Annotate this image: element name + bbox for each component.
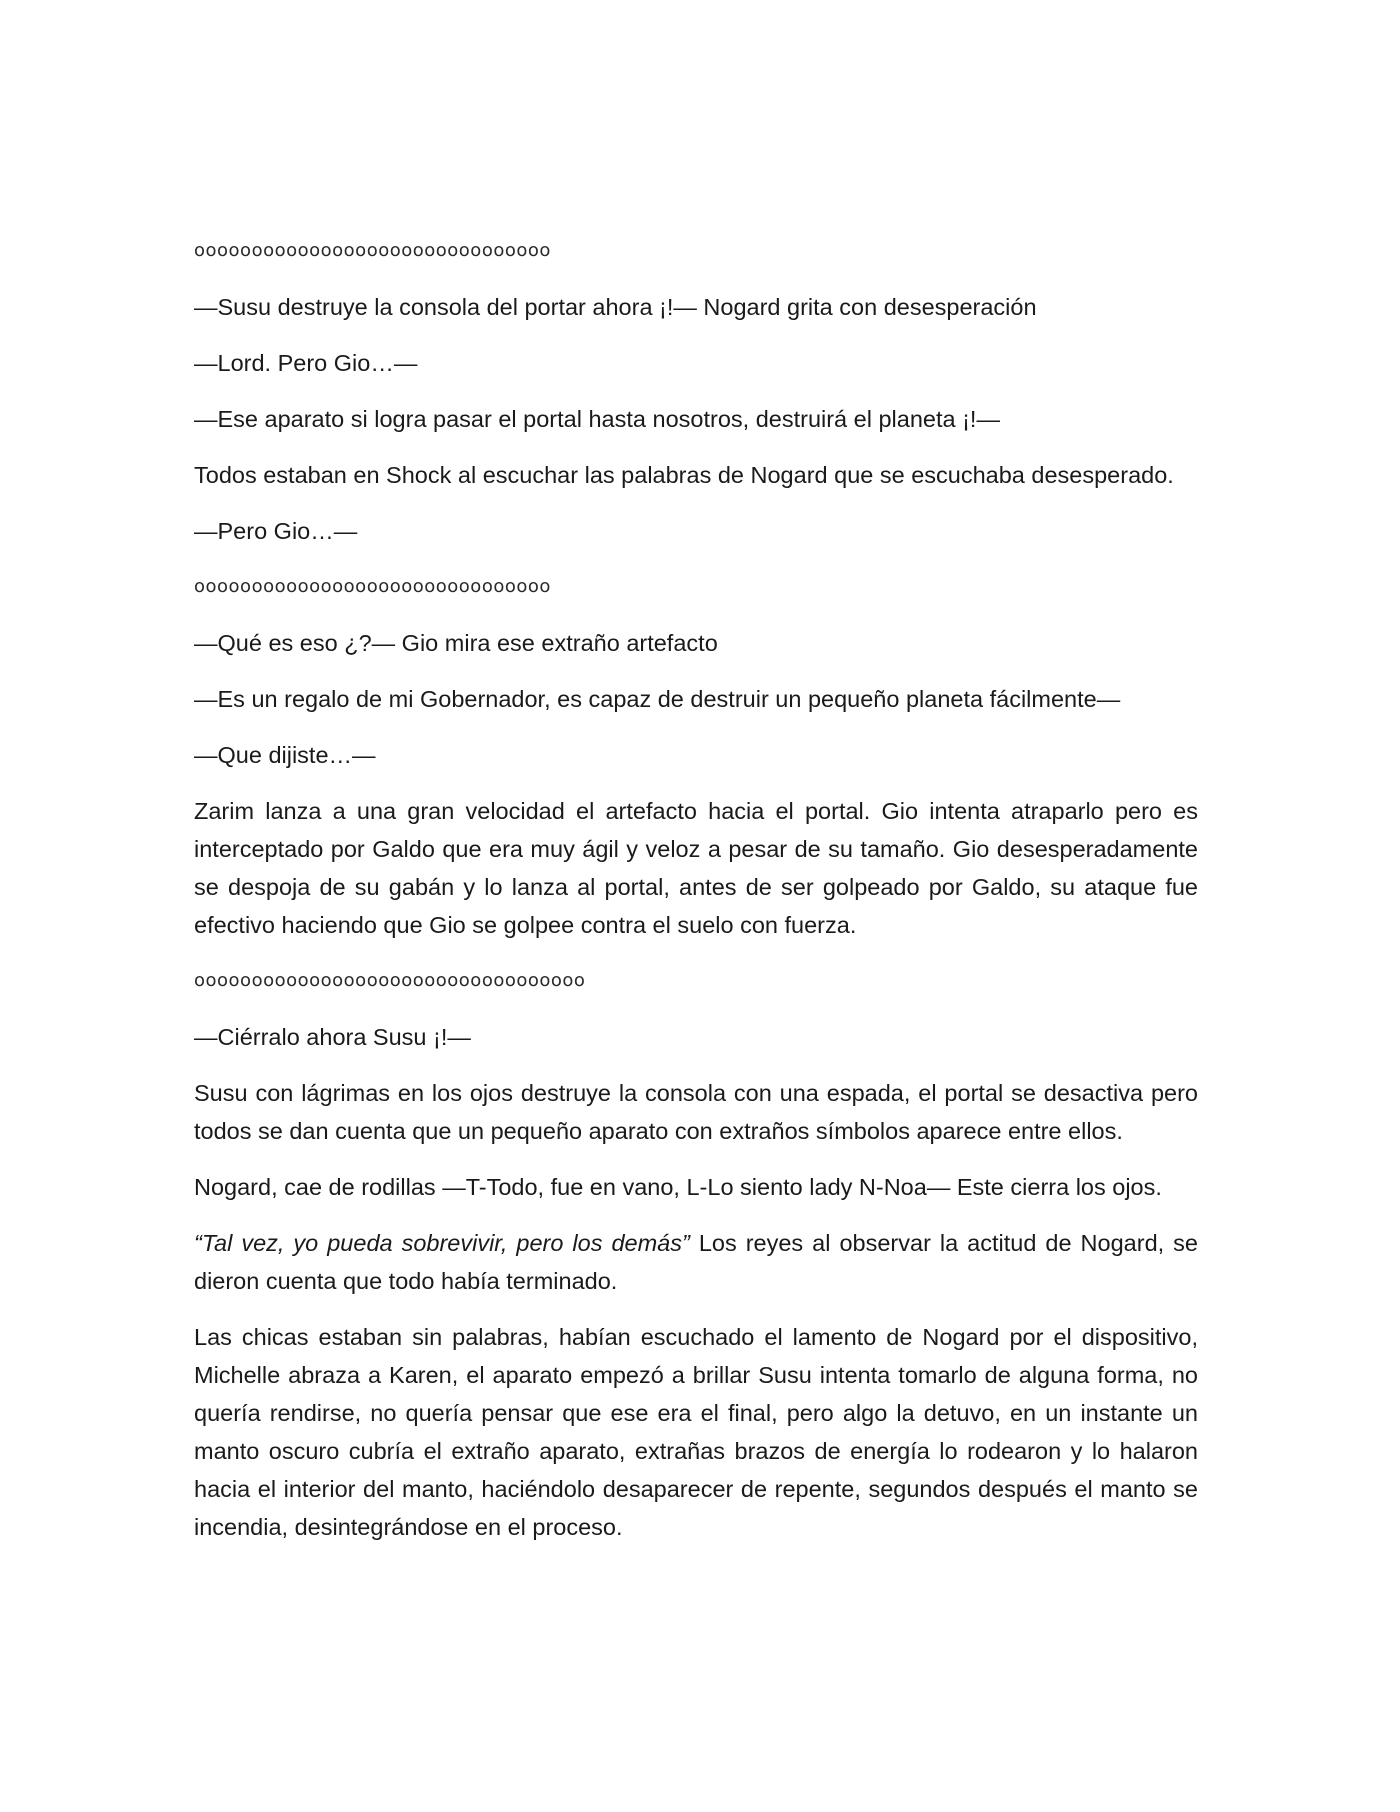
narration-paragraph: Las chicas estaban sin palabras, habían escuchado el lamento de Nogard por el dispositivo, Michelle abraza a Karen, el aparato empezó a brillar Susu intenta tomarlo de alguna forma, no quería rendirse, no quería pensar que ese era el final, pero algo la detuvo, en un instante un manto oscuro cubría el extraño aparato, extrañas brazos de energía lo rodearon y lo halaron hacia el interior del manto, haciéndolo desaparecer de repente, segundos después el manto se incendia, desintegrándose en el proceso. — [194, 1324, 1198, 1540]
dialogue-line: —Susu destruye la consola del portar ahora ¡!— Nogard grita con desesperación — [194, 294, 1037, 320]
narration-paragraph — [194, 1224, 1198, 1300]
section-separator: ooooooooooooooooooooooooooooooo — [194, 240, 551, 261]
narration-paragraph: Susu con lágrimas en los ojos destruye la consola con una espada, el portal se desactiva pero todos se dan cuenta que un pequeño aparato con extraños símbolos aparece entre ellos. — [194, 1080, 1198, 1144]
dialogue-line: —Qué es eso ¿?— Gio mira ese extraño artefacto — [194, 630, 718, 656]
dialogue-line: —Lord. Pero Gio…— — [194, 350, 418, 376]
dialogue-line: —Es un regalo de mi Gobernador, es capaz de destruir un pequeño planeta fácilmente— — [194, 686, 1121, 712]
narration-paragraph: Zarim lanza a una gran velocidad el artefacto hacia el portal. Gio intenta atraparlo pero es interceptado por Galdo que era muy ágil y veloz a pesar de su tamaño. Gio desesperadamente se despoja de su gabán y lo lanza al portal, antes de ser golpeado por Galdo, su ataque fue efectivo haciendo que Gio se golpee contra el suelo con fuerza. — [194, 798, 1198, 938]
document-page — [194, 232, 1198, 1564]
section-separator: oooooooooooooooooooooooooooooooooo — [194, 970, 586, 991]
dialogue-line: —Ese aparato si logra pasar el portal hasta nosotros, destruirá el planeta ¡!— — [194, 406, 1000, 432]
narration-paragraph: Nogard, cae de rodillas —T-Todo, fue en vano, L-Lo siento lady N-Noa— Este cierra los ojos. — [194, 1174, 1162, 1200]
dialogue-line: —Que dijiste…— — [194, 742, 376, 768]
italic-thought: “Tal vez, yo pueda sobrevivir, pero los demás” — [194, 1230, 690, 1256]
section-separator: ooooooooooooooooooooooooooooooo — [194, 576, 551, 597]
paragraph-text: Los reyes al observar la actitud de Nogard, se dieron cuenta que todo había terminado. — [194, 1230, 1198, 1294]
dialogue-line: —Pero Gio…— — [194, 518, 358, 544]
narration-paragraph: Todos estaban en Shock al escuchar las palabras de Nogard que se escuchaba desesperado. — [194, 462, 1174, 488]
dialogue-line: —Ciérralo ahora Susu ¡!— — [194, 1024, 471, 1050]
